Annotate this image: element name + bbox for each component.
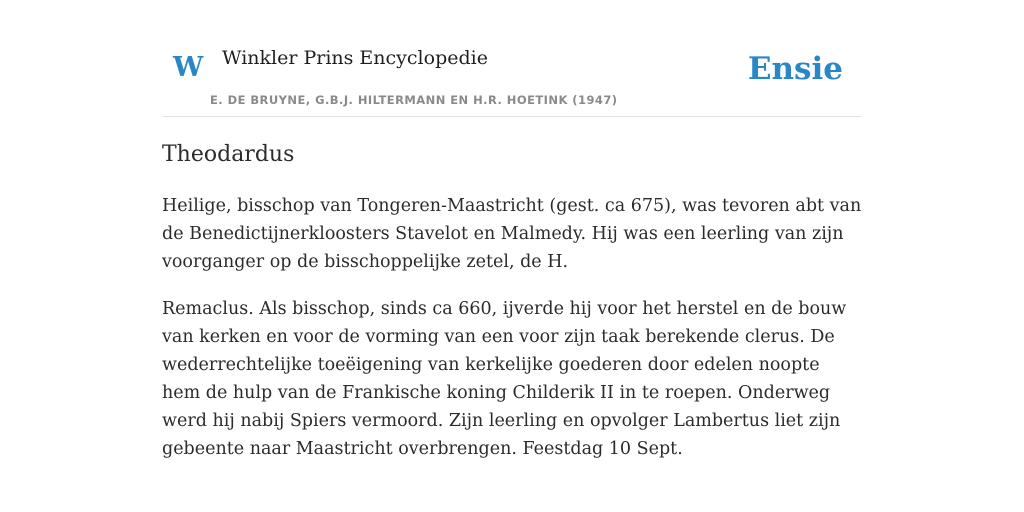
encyclopedia-authors: E. DE BRUYNE, G.B.J. HILTERMANN EN H.R. HOETINK (1947) <box>210 93 618 107</box>
article-title: Theodardus <box>162 142 295 167</box>
encyclopedia-title[interactable]: Winkler Prins Encyclopedie <box>222 47 488 69</box>
encyclopedia-header <box>162 40 862 117</box>
article <box>162 138 862 463</box>
article-paragraph-1: Heilige, bisschop van Tongeren-Maastricht (gest. ca 675), was tevoren abt van de Benedictijnerkloosters Stavelot en Malmedy. Hij was een leerling van zijn voorganger op de bisschoppelijke zetel, de H. <box>162 196 862 272</box>
winkler-prins-logo-icon[interactable]: W <box>173 52 204 83</box>
ensie-brand-link[interactable]: Ensie <box>747 51 843 87</box>
article-paragraph-2: Remaclus. Als bisschop, sinds ca 660, ijverde hij voor het herstel en de bouw van kerken en voor de vorming van een voor zijn taak berekende clerus. De wederrechtelijke toeëigening van kerkelijke goederen door edelen noopte hem de hulp van de Frankische koning Childerik II in te roepen. Onderweg werd hij nabij Spiers vermoord. Zijn leerling en opvolger Lambertus liet zijn gebeente naar Maastricht overbrengen. Feestdag 10 Sept. <box>162 299 847 459</box>
